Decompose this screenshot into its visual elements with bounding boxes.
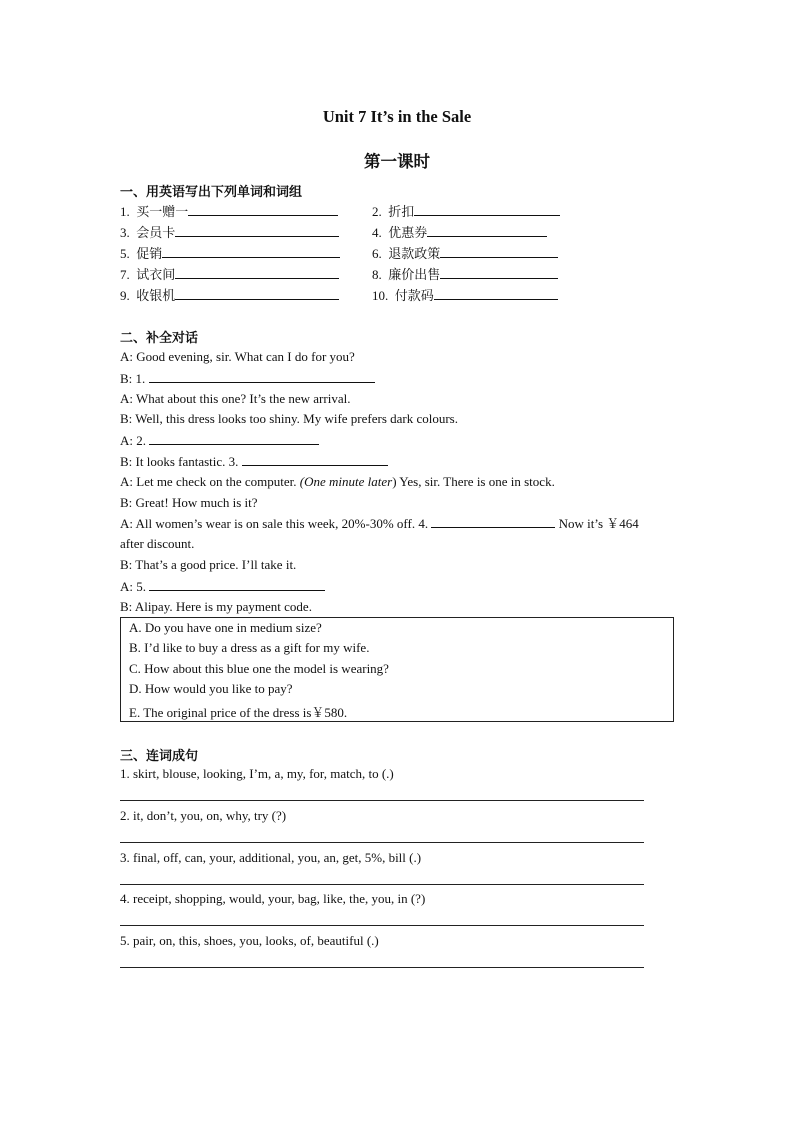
dialogue-line: B: That’s a good price. I’ll take it. xyxy=(120,557,297,572)
vocab-blank[interactable] xyxy=(162,244,340,258)
dialogue-line: B: Great! How much is it? xyxy=(120,495,258,510)
dialogue-blank[interactable] xyxy=(242,452,388,466)
vocab-item-1: 1. 买一赠一 xyxy=(120,202,338,221)
dialogue-line: A: What about this one? It’s the new arrival. xyxy=(120,391,351,406)
options-box xyxy=(120,617,674,722)
section1-heading: 一、用英语写出下列单词和词组 xyxy=(120,184,303,199)
sentence-item-3: 3. final, off, can, your, additional, you, an, get, 5%, bill (.) xyxy=(120,850,422,865)
vocab-blank[interactable] xyxy=(440,265,558,279)
page-subtitle: 第一课时 xyxy=(364,152,430,171)
dialogue-line: A: 5. xyxy=(120,577,325,596)
vocab-item-7: 7. 试衣间 xyxy=(120,265,339,284)
vocab-item-5: 5. 促销 xyxy=(120,244,340,263)
vocab-blank[interactable] xyxy=(414,202,560,216)
option-e: E. The original price of the dress is￥580. xyxy=(129,705,348,720)
dialogue-line: A: Let me check on the computer. (One minute later) Yes, sir. There is one in stock. xyxy=(120,474,555,489)
dialogue-line: A: 2. xyxy=(120,431,319,450)
sentence-item-4: 4. receipt, shopping, would, your, bag, like, the, you, in (?) xyxy=(120,891,426,906)
vocab-blank[interactable] xyxy=(175,223,339,237)
dialogue-blank[interactable] xyxy=(149,369,375,383)
answer-line[interactable] xyxy=(120,884,644,885)
page-title: Unit 7 It’s in the Sale xyxy=(322,107,472,126)
dialogue-line: B: 1. xyxy=(120,369,375,388)
answer-line[interactable] xyxy=(120,842,644,843)
option-d: D. How would you like to pay? xyxy=(129,681,293,696)
vocab-item-4: 4. 优惠券 xyxy=(372,223,547,242)
dialogue-line: B: Alipay. Here is my payment code. xyxy=(120,599,312,614)
option-c: C. How about this blue one the model is wearing? xyxy=(129,661,389,676)
sentence-item-2: 2. it, don’t, you, on, why, try (?) xyxy=(120,808,287,823)
vocab-item-2: 2. 折扣 xyxy=(372,202,560,221)
option-b: B. I’d like to buy a dress as a gift for my wife. xyxy=(129,640,370,655)
vocab-blank[interactable] xyxy=(440,244,558,258)
dialogue-blank[interactable] xyxy=(149,431,319,445)
answer-line[interactable] xyxy=(120,967,644,968)
dialogue-blank[interactable] xyxy=(149,577,325,591)
vocab-item-8: 8. 廉价出售 xyxy=(372,265,558,284)
vocab-blank[interactable] xyxy=(434,286,558,300)
vocab-blank[interactable] xyxy=(427,223,547,237)
sentence-item-5: 5. pair, on, this, shoes, you, looks, of, beautiful (.) xyxy=(120,933,379,948)
vocab-blank[interactable] xyxy=(175,286,339,300)
dialogue-line: B: It looks fantastic. 3. xyxy=(120,452,388,471)
vocab-blank[interactable] xyxy=(175,265,339,279)
vocab-item-6: 6. 退款政策 xyxy=(372,244,558,263)
option-a: A. Do you have one in medium size? xyxy=(129,620,322,635)
sentence-item-1: 1. skirt, blouse, looking, I’m, a, my, for, match, to (.) xyxy=(120,766,394,781)
vocab-item-9: 9. 收银机 xyxy=(120,286,339,305)
section2-heading: 二、补全对话 xyxy=(120,330,199,345)
dialogue-line: A: Good evening, sir. What can I do for you? xyxy=(120,349,355,364)
dialogue-line: A: All women’s wear is on sale this week, 20%-30% off. 4. Now it’s ￥464 xyxy=(120,516,639,531)
dialogue-line: after discount. xyxy=(120,536,195,551)
dialogue-line: B: Well, this dress looks too shiny. My wife prefers dark colours. xyxy=(120,411,458,426)
answer-line[interactable] xyxy=(120,925,644,926)
dialogue-blank[interactable] xyxy=(431,514,555,528)
vocab-blank[interactable] xyxy=(188,202,338,216)
section3-heading: 三、连词成句 xyxy=(120,748,199,763)
answer-line[interactable] xyxy=(120,800,644,801)
vocab-item-10: 10. 付款码 xyxy=(372,286,558,305)
vocab-item-3: 3. 会员卡 xyxy=(120,223,339,242)
